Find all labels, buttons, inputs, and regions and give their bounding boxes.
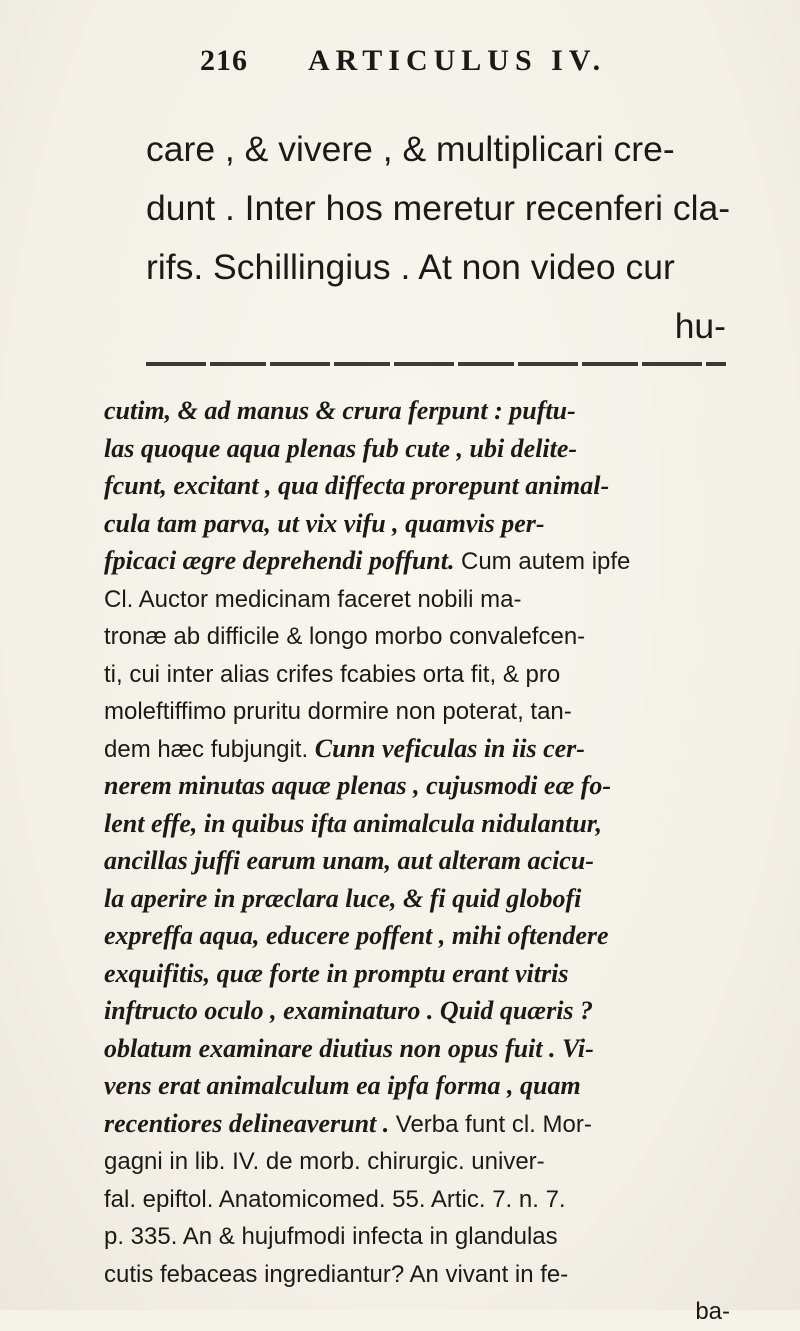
roman-text: ba-	[695, 1298, 730, 1325]
text-line	[104, 1255, 734, 1293]
roman-text: Verba funt cl. Mor-	[395, 1110, 592, 1138]
text-line	[104, 955, 734, 993]
text-line	[104, 730, 734, 768]
italic-text: exquifitis, quæ forte in promptu erant vitris	[104, 958, 569, 988]
italic-text: fpicaci ægre deprehendi poffunt.	[104, 546, 461, 575]
roman-text: ti, cui inter alias crifes fcabies orta fit, & pro	[104, 660, 561, 688]
text-line	[104, 580, 734, 618]
text-line	[104, 542, 734, 580]
text-line	[104, 505, 734, 543]
italic-text: expreffa aqua, educere poffent , mihi oftendere	[104, 921, 609, 950]
text-line	[104, 655, 734, 693]
roman-text: moleftiffimo pruritu dormire non poterat, tan-	[104, 698, 572, 725]
italic-text: cula tam parva, ut vix vifu , quamvis per-	[104, 508, 545, 538]
italic-text: inftructo oculo , examinaturo . Quid quæris ?	[104, 996, 594, 1025]
italic-text: recentiores delineaverunt .	[104, 1108, 396, 1138]
text-line	[104, 1180, 734, 1218]
upper-paragraph	[146, 120, 731, 356]
italic-text: la aperire in præclara luce, & fi quid globofi	[104, 883, 582, 913]
text-line	[104, 392, 734, 430]
text-line	[104, 805, 734, 843]
text-line	[104, 430, 734, 468]
text-line: care , & vivere , & multiplicari cre-	[146, 129, 675, 169]
text-line	[104, 467, 734, 505]
roman-text: Cl. Auctor medicinam faceret nobili ma-	[104, 585, 522, 613]
italic-text: ancillas juffi earum unam, aut alteram acicu-	[104, 846, 594, 875]
italic-text: las quoque aqua plenas fub cute , ubi delite-	[104, 433, 578, 463]
roman-text: tronæ ab difficile & longo morbo convalefcen-	[104, 623, 586, 650]
running-head: ARTICULUS IV.	[308, 44, 607, 77]
italic-text: nerem minutas aquæ plenas , cujusmodi eæ fo-	[104, 771, 612, 800]
text-line	[104, 767, 734, 805]
text-line	[104, 917, 734, 955]
text-line	[104, 1030, 734, 1068]
text-line	[104, 692, 734, 730]
text-line	[104, 617, 734, 655]
italic-text: lent effe, in quibus ifta animalcula nidulantur,	[104, 808, 602, 838]
page-number: 216	[200, 44, 248, 77]
italic-text: Cunn veficulas in iis cer-	[314, 733, 585, 763]
text-line	[104, 1067, 734, 1105]
catchword: hu-	[674, 306, 726, 346]
roman-text: Cum autem ipfe	[461, 548, 631, 575]
section-rule	[146, 362, 726, 366]
text-line	[104, 842, 734, 880]
roman-text: fal. epiftol. Anatomicomed. 55. Artic. 7. n. 7.	[104, 1185, 566, 1213]
text-line: dunt . Inter hos meretur recenferi cla-	[146, 188, 731, 228]
text-line	[104, 1142, 734, 1180]
catchword	[104, 1292, 734, 1330]
page-header	[200, 44, 720, 84]
italic-text: fcunt, excitant , qua diffecta prorepunt animal-	[104, 471, 610, 500]
italic-text: oblatum examinare diutius non opus fuit . Vi-	[104, 1033, 594, 1063]
roman-text: cutis febaceas ingrediantur? An vivant in fe-	[104, 1260, 569, 1288]
text-line	[104, 992, 734, 1030]
roman-text: dem hæc fubjungit.	[104, 735, 315, 763]
lower-paragraph	[104, 392, 734, 1330]
text-line: rifs. Schillingius . At non video cur	[146, 247, 675, 287]
text-line	[104, 880, 734, 918]
roman-text: gagni in lib. IV. de morb. chirurgic. univer-	[104, 1148, 545, 1175]
text-line	[104, 1217, 734, 1255]
italic-text: vens erat animalculum ea ipfa forma , quam	[104, 1071, 581, 1100]
roman-text: p. 335. An & hujufmodi infecta in glandulas	[104, 1223, 558, 1250]
italic-text: cutim, & ad manus & crura ferpunt : puftu-	[104, 396, 576, 425]
text-line	[104, 1105, 734, 1143]
